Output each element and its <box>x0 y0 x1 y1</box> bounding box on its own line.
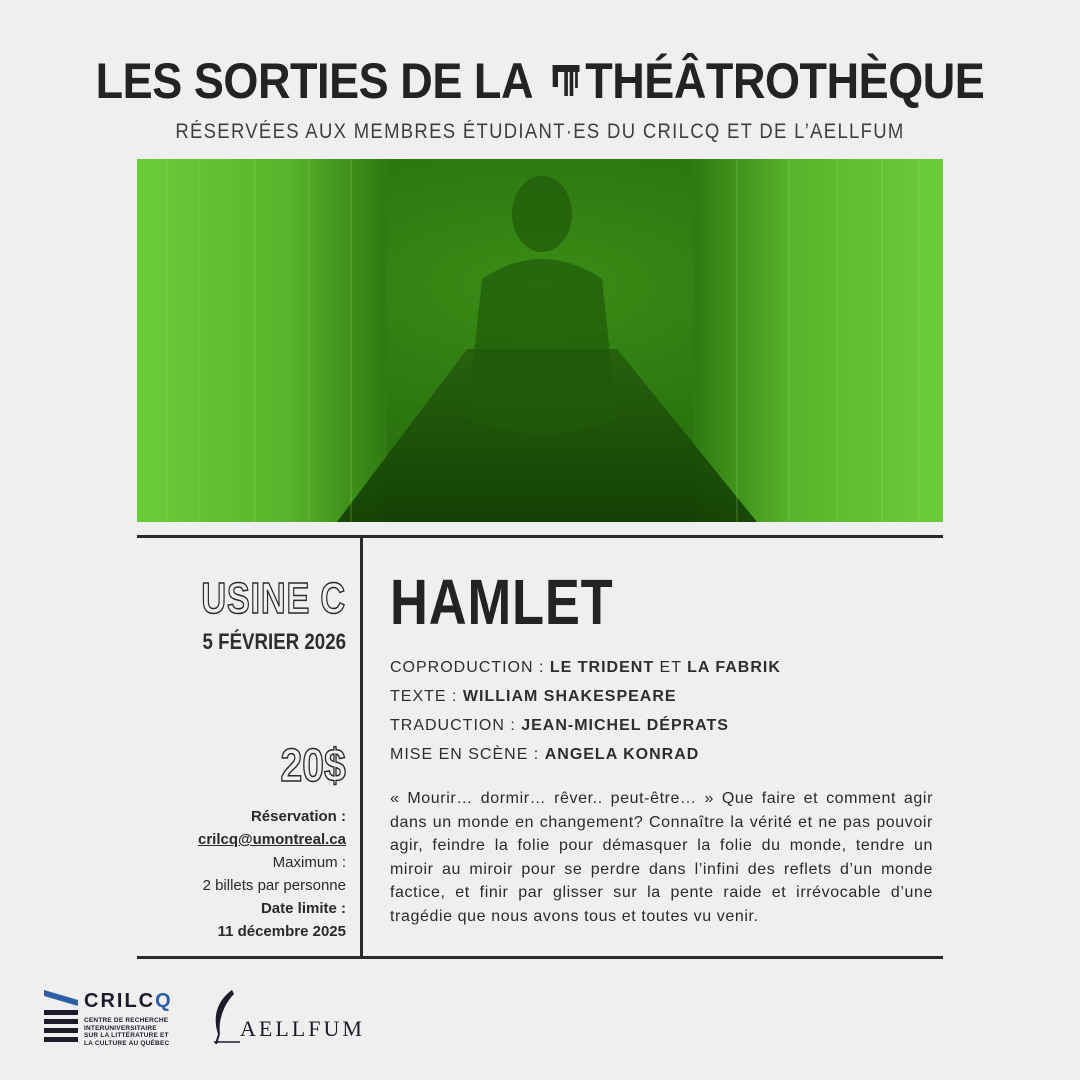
reservation-label: Réservation : <box>250 808 346 825</box>
poster-header <box>0 52 1080 144</box>
theatrotheque-logo-icon <box>553 59 580 103</box>
brand-name: THÉÂTROTHÈQUE <box>585 53 985 109</box>
maximum-value: 2 billets par personne <box>202 877 346 894</box>
credit-value: WILLIAM SHAKESPEARE <box>462 688 677 705</box>
credit-text <box>390 682 943 711</box>
crilcq-logo <box>44 990 184 1046</box>
credit-label: TRADUCTION : <box>390 717 522 734</box>
credit-label: COPRODUCTION : <box>390 659 550 676</box>
poster-subtitle: RÉSERVÉES AUX MEMBRES ÉTUDIANT·ES DU CRILCQ ET DE L’AELLFUM <box>175 120 905 143</box>
credit-translation <box>390 711 943 740</box>
crilcq-name: CRILCQ <box>84 990 173 1012</box>
credit-coproduction <box>390 653 943 682</box>
hero-image <box>137 159 943 522</box>
credit-label: MISE EN SCÈNE : <box>390 746 545 763</box>
credit-value: ANGELA KONRAD <box>544 746 700 763</box>
green-corridor-illustration <box>137 159 943 522</box>
ticket-price: 20$ <box>280 739 346 791</box>
aellfum-logo <box>210 990 390 1046</box>
credit-label: TEXTE : <box>390 688 463 705</box>
credits-list <box>390 653 943 769</box>
reservation-info <box>150 805 346 943</box>
venue: USINE C <box>201 574 346 623</box>
event-date: 5 FÉVRIER 2026 <box>202 629 346 654</box>
event-info <box>150 574 346 940</box>
deadline-value: 11 décembre 2025 <box>217 923 346 940</box>
deadline-label: Date limite : <box>260 900 346 917</box>
theatrotheque-brand <box>553 52 985 110</box>
reservation-email-link[interactable]: crilcq@umontreal.ca <box>197 831 346 848</box>
quill-icon <box>210 990 240 1044</box>
credit-separator: ET <box>654 659 688 676</box>
title-prefix: LES SORTIES DE LA <box>95 53 534 109</box>
credit-direction <box>390 740 943 769</box>
credit-value: JEAN-MICHEL DÉPRATS <box>521 717 729 734</box>
play-synopsis: « Mourir… dormir… rêver.. peut-être… » Que faire et comment agir dans un monde en changement? Connaître la vérité et ne pas pouvoir agir, feindre la folie pour démasquer la folie du monde, tendre un miroir au miroir pour se perdre dans l’infini des reflets d’un monde factice, et finir par glisser sur la pente raide et irrévocable d’une tragédie que nous avons tous et toutes vu venir. <box>390 790 933 925</box>
aellfum-name: AELLFUM <box>240 1016 365 1041</box>
credit-value: LE TRIDENT <box>549 659 655 676</box>
crilcq-stripes-icon <box>44 990 78 1046</box>
divider-vertical <box>360 537 363 958</box>
poster-title <box>54 52 1026 110</box>
divider-top <box>137 535 943 538</box>
play-title: HAMLET <box>390 566 614 638</box>
crilcq-subtitle: CENTRE DE RECHERCHE INTERUNIVERSITAIRE SUR LA LITTÉRATURE ET LA CULTURE AU QUÉBEC <box>84 1017 170 1047</box>
maximum-label: Maximum : <box>272 854 346 871</box>
credit-value: LA FABRIK <box>687 659 781 676</box>
divider-bottom <box>137 956 943 959</box>
play-info <box>390 565 943 928</box>
